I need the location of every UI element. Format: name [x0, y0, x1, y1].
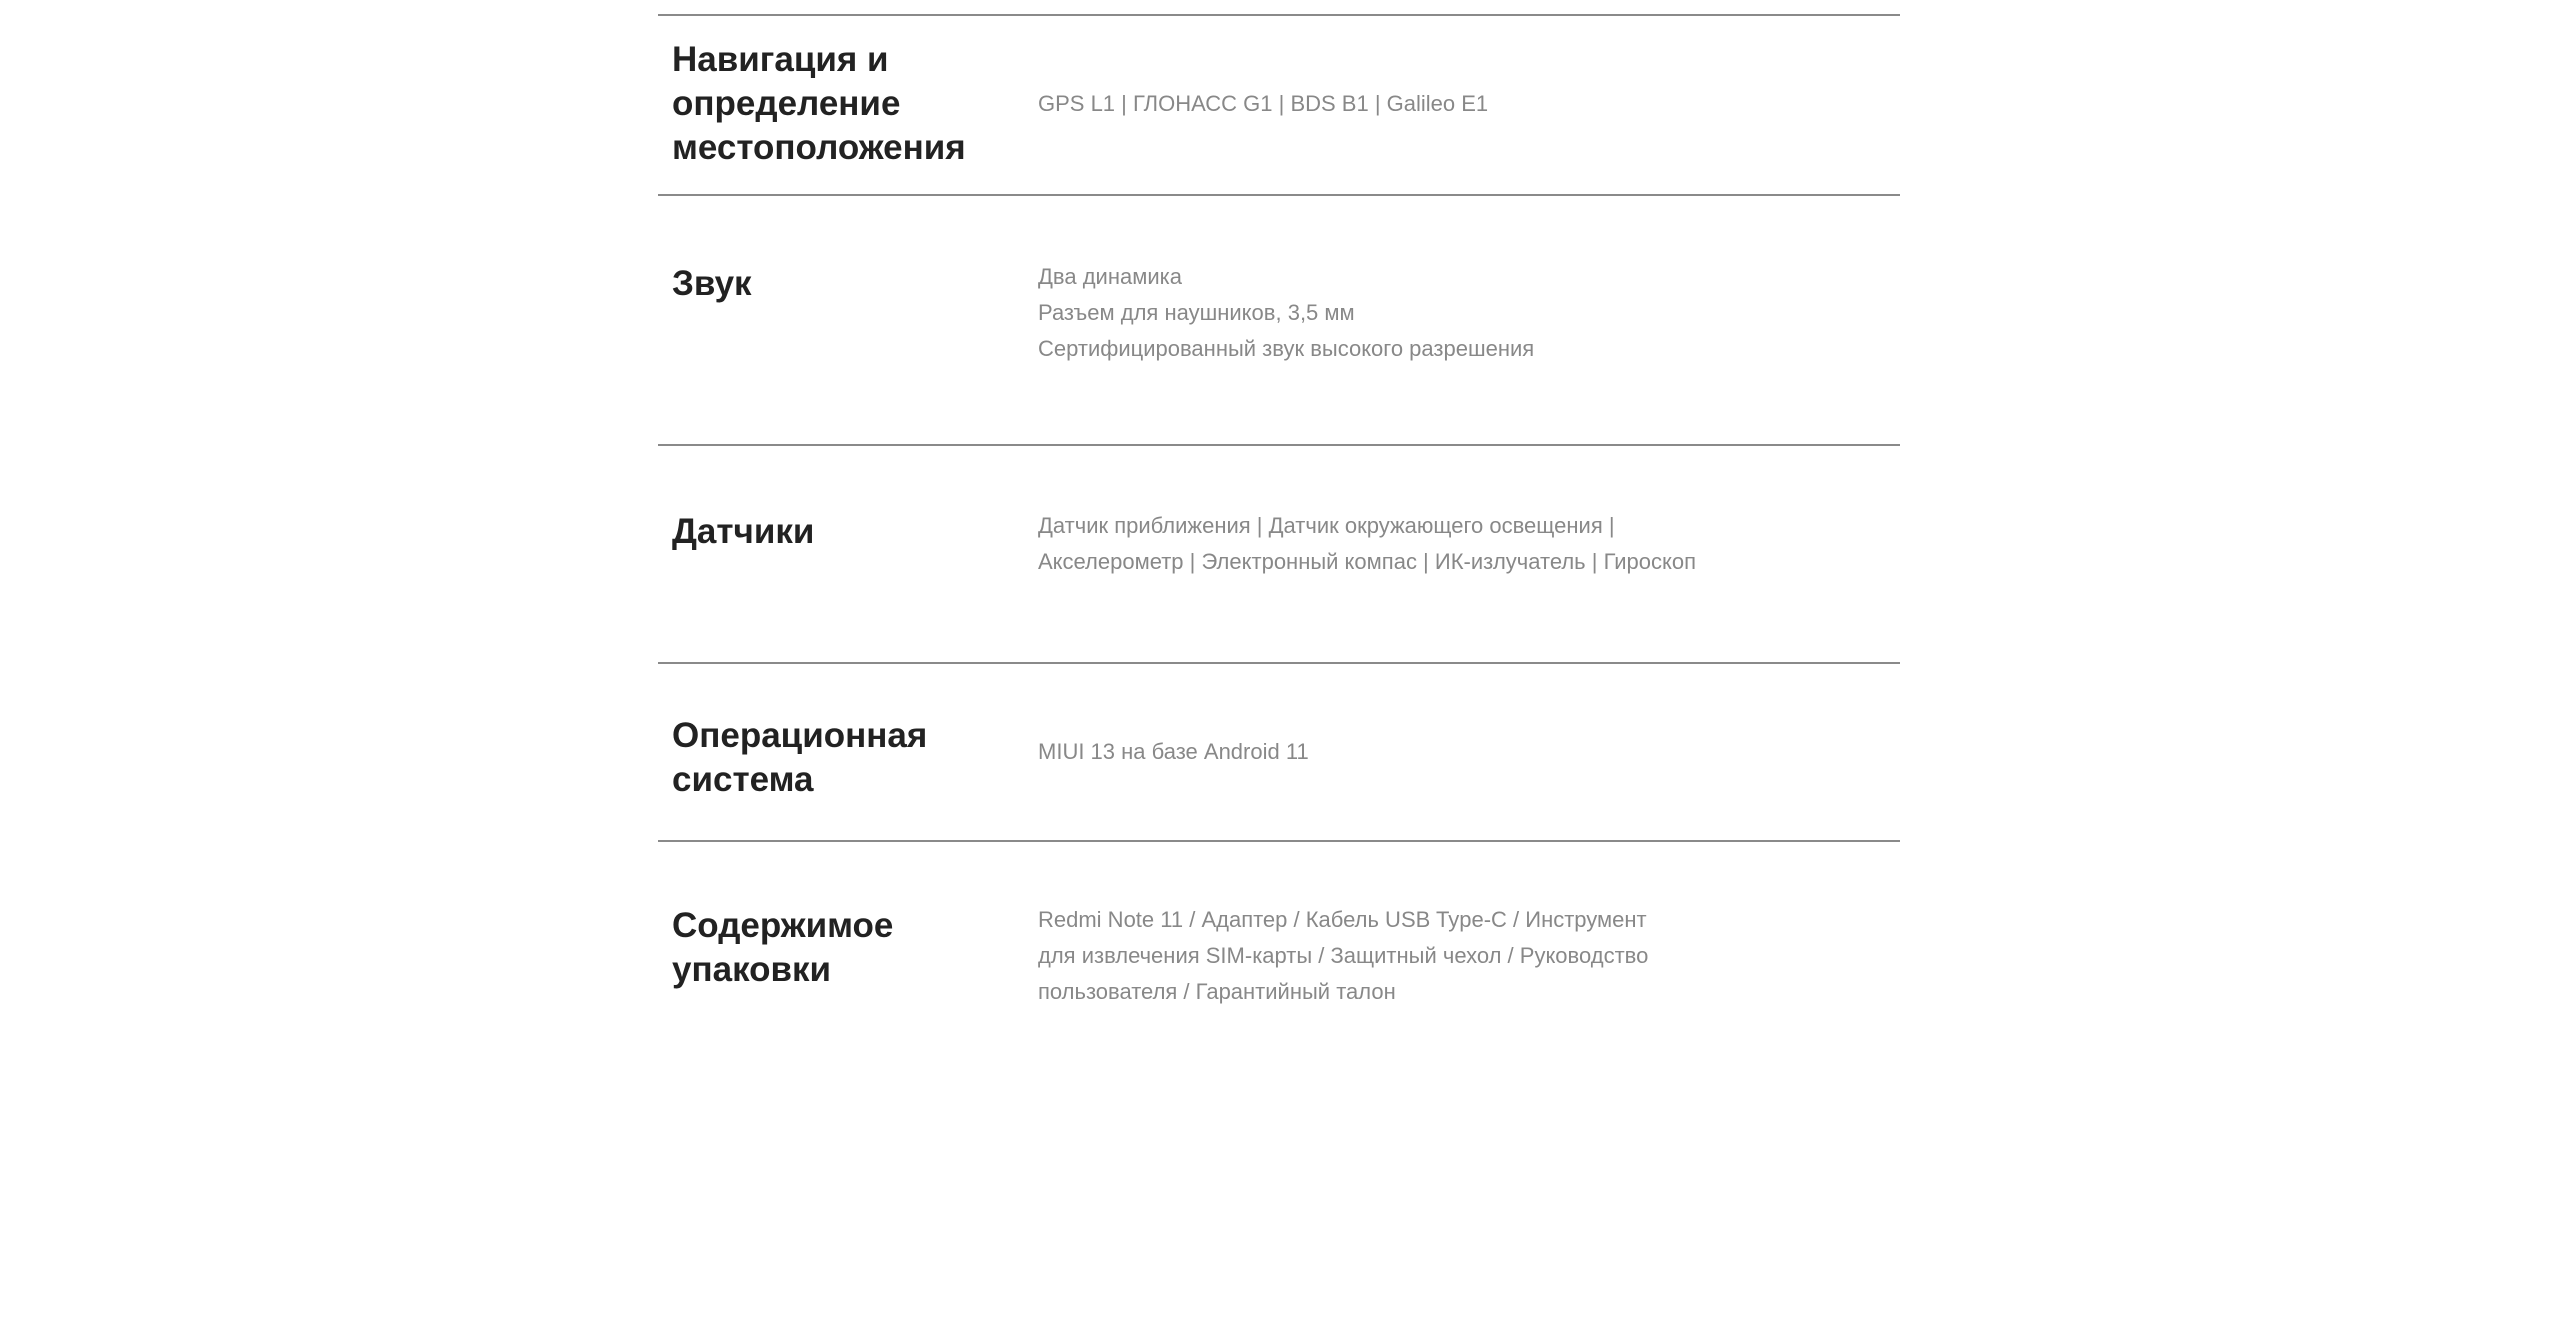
spec-value-line: Сертифицированный звук высокого разрешения [1038, 336, 1535, 361]
spec-value-line: для извлечения SIM-карты / Защитный чехол / Руководство [1038, 943, 1649, 968]
spec-value-line: Акселерометр | Электронный компас | ИК-излучатель | Гироскоп [1038, 549, 1697, 574]
spec-row-navigation [658, 16, 1900, 194]
spec-value-navigation [1038, 86, 1698, 122]
spec-value-line: Датчик приближения | Датчик окружающего освещения | [1038, 513, 1615, 538]
spec-row-os [658, 664, 1900, 840]
spec-row-package [658, 842, 1900, 1042]
spec-value-sensors [1038, 508, 1698, 580]
spec-value-line: Два динамика [1038, 264, 1182, 289]
spec-value-line: GPS L1 | ГЛОНАСС G1 | BDS B1 | Galileo E1 [1038, 91, 1489, 116]
spec-value-package [1038, 902, 1698, 1010]
spec-value-line: MIUI 13 на базе Android 11 [1038, 739, 1309, 764]
spec-title-navigation: Навигация и определение местоположения [672, 40, 966, 167]
spec-row-sensors [658, 446, 1900, 662]
spec-value-os [1038, 734, 1698, 770]
spec-value-sound [1038, 259, 1698, 367]
spec-title-package: Содержимое упаковки [672, 906, 894, 989]
spec-row-sound [658, 196, 1900, 444]
spec-title-sound: Звук [672, 264, 752, 303]
spec-value-line: Redmi Note 11 / Адаптер / Кабель USB Type-C / Инструмент [1038, 907, 1647, 932]
spec-table [658, 0, 1900, 1042]
spec-title-os: Операционная система [672, 716, 928, 799]
spec-value-line: Разъем для наушников, 3,5 мм [1038, 300, 1355, 325]
spec-value-line: пользователя / Гарантийный талон [1038, 979, 1396, 1004]
spec-title-sensors: Датчики [672, 512, 815, 551]
